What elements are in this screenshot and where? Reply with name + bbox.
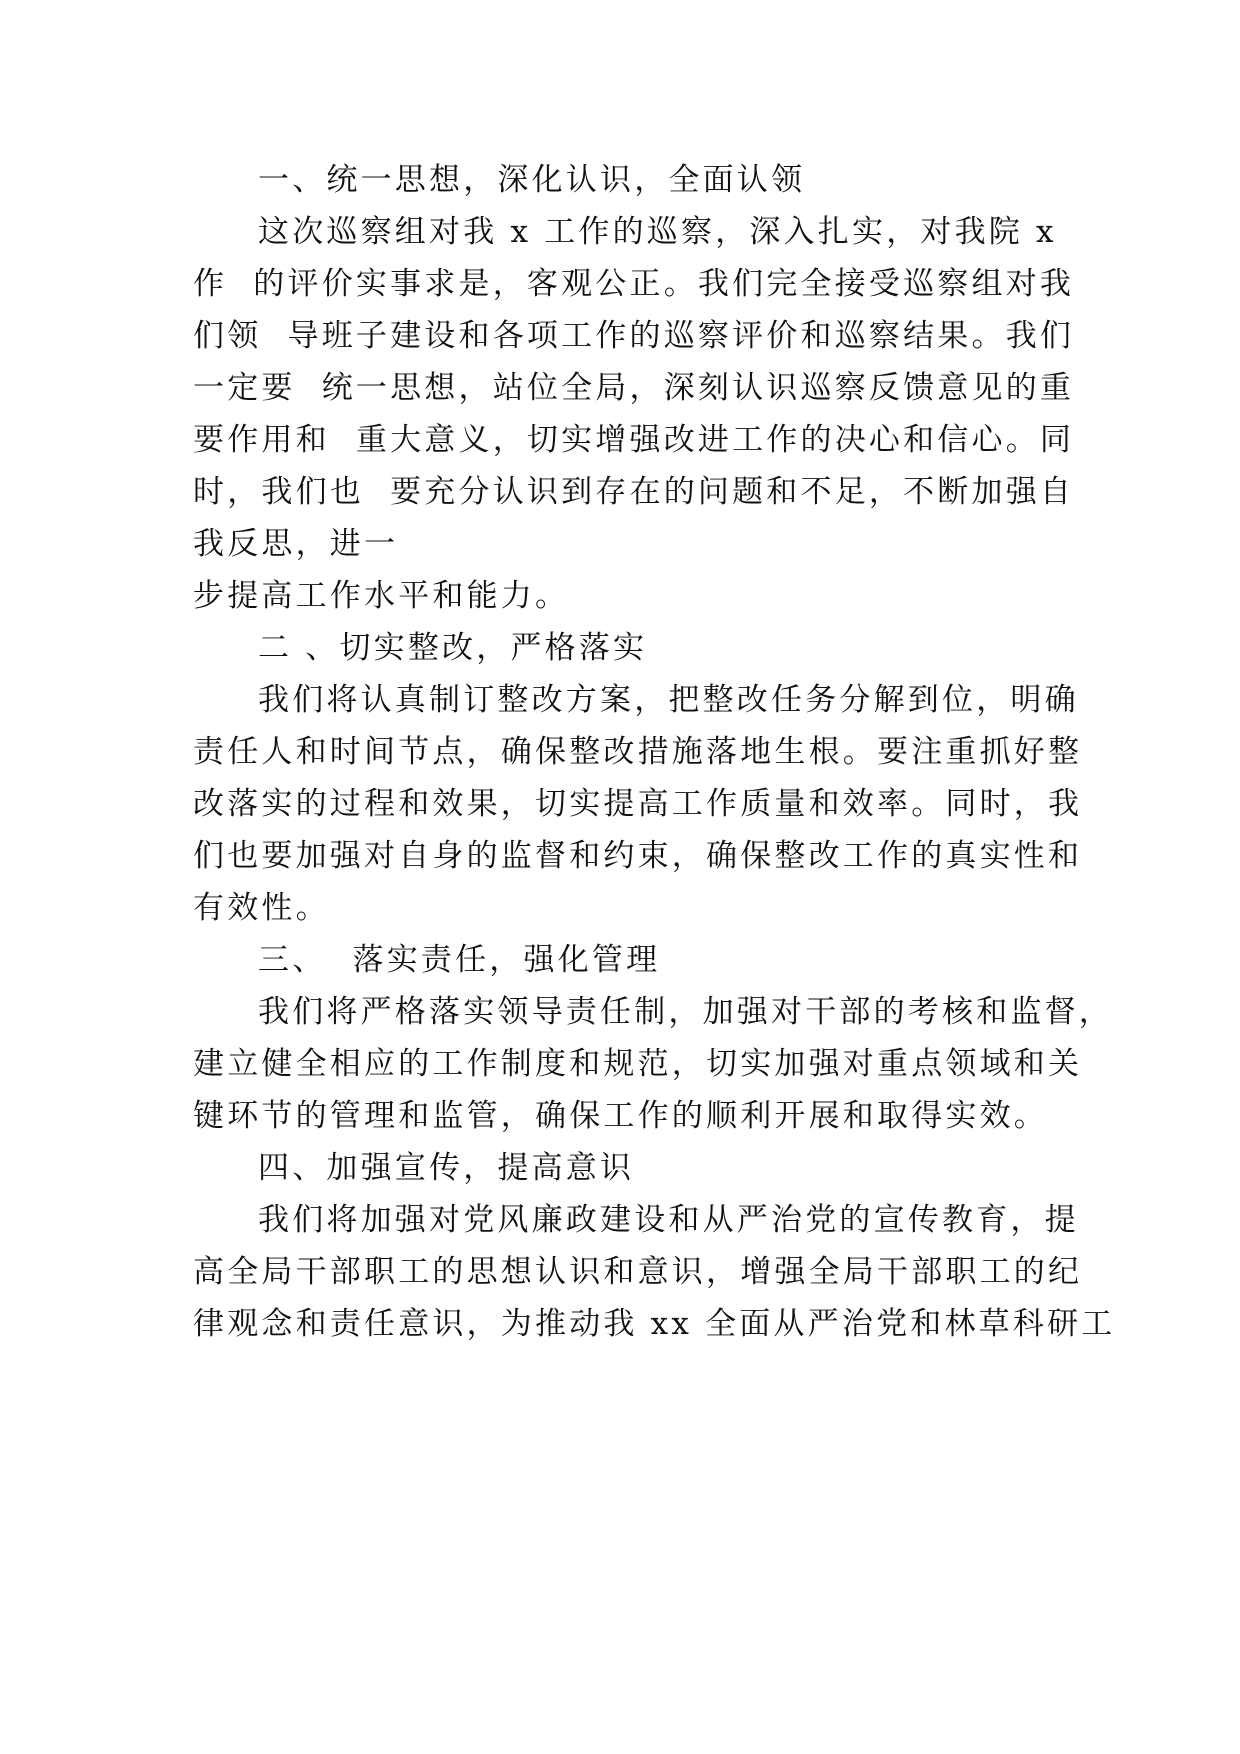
paragraph-line: 时，我们也 要充分认识到存在的问题和不足，不断加强自	[193, 474, 1075, 510]
paragraph-line: 我们将认真制订整改方案，把整改任务分解到位，明确	[258, 682, 1079, 718]
section-heading-1: 一、统一思想，深化认识，全面认领	[258, 162, 806, 198]
paragraph-line: 有效性。	[193, 890, 330, 926]
paragraph-line: 我们将严格落实领导责任制，加强对干部的考核和监督，	[258, 994, 1113, 1030]
paragraph-line: 我反思，进一	[193, 526, 399, 562]
paragraph-line: 改落实的过程和效果，切实提高工作质量和效率。同时，我	[193, 786, 1083, 822]
paragraph-line: 要作用和 重大意义，切实增强改进工作的决心和信心。同	[193, 422, 1075, 458]
section-heading-2: 二 、切实整改，严格落实	[258, 630, 648, 666]
paragraph-line: 这次巡察组对我 x 工作的巡察，深入扎实，对我院 x	[258, 214, 1057, 250]
paragraph-line: 建立健全相应的工作制度和规范，切实加强对重点领域和关	[193, 1046, 1083, 1082]
paragraph-line: 律观念和责任意识，为推动我 xx 全面从严治党和林草科研工	[193, 1306, 1116, 1342]
paragraph-line: 键环节的管理和监管，确保工作的顺利开展和取得实效。	[193, 1098, 1048, 1134]
paragraph-line: 们领 导班子建设和各项工作的巡察评价和巡察结果。我们	[193, 318, 1075, 354]
paragraph-line: 高全局干部职工的思想认识和意识，增强全局干部职工的纪	[193, 1254, 1083, 1290]
paragraph-line: 责任人和时间节点，确保整改措施落地生根。要注重抓好整	[193, 734, 1083, 770]
section-heading-3: 三、 落实责任，强化管理	[258, 942, 661, 978]
paragraph-line: 们也要加强对自身的监督和约束，确保整改工作的真实性和	[193, 838, 1083, 874]
paragraph-line: 作 的评价实事求是，客观公正。我们完全接受巡察组对我	[193, 266, 1075, 302]
paragraph-line: 步提高工作水平和能力。	[193, 578, 570, 614]
paragraph-line: 我们将加强对党风廉政建设和从严治党的宣传教育，提	[258, 1202, 1079, 1238]
paragraph-line: 一定要 统一思想，站位全局，深刻认识巡察反馈意见的重	[193, 370, 1075, 406]
section-heading-4: 四、加强宣传，提高意识	[258, 1150, 635, 1186]
